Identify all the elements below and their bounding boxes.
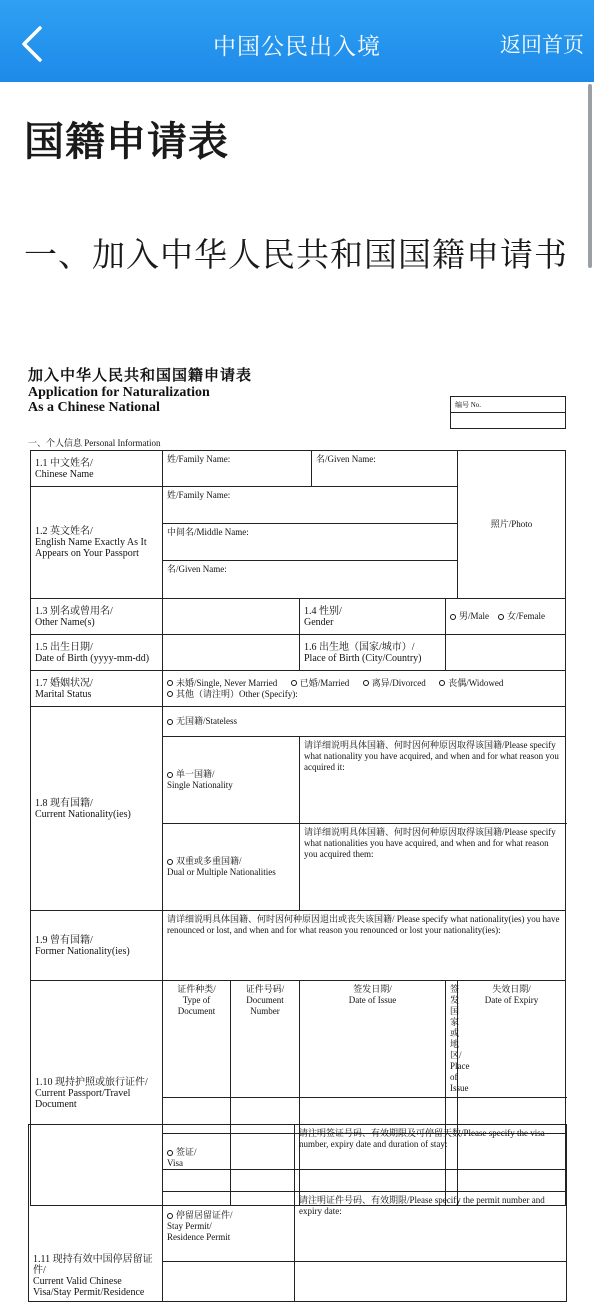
english-given-name: 名/Given Name: <box>163 561 458 599</box>
article-content[interactable] <box>0 82 594 1298</box>
top-navigation-bar <box>0 0 594 82</box>
english-family-name: 姓/Family Name: <box>163 487 458 524</box>
label-date-of-birth: 1.5 出生日期/ Date of Birth (yyyy-mm-dd) <box>31 635 163 671</box>
photo-box: 照片/Photo <box>458 451 566 599</box>
label-other-names: 1.3 别名或曾用名/ Other Name(s) <box>31 599 163 635</box>
marital-options: 未婚/Single, Never Married 已婚/Married 离异/Divorced 丧偶/Widowed 其他（请注明）Other (Specify): <box>163 671 566 707</box>
form-number-box <box>450 396 566 429</box>
stay-permit-option: 停留居留证件/ Stay Permit/ Residence Permit <box>163 1192 295 1262</box>
gender-options: 男/Male 女/Female <box>446 599 566 635</box>
visa-option: 签证/ Visa <box>163 1125 295 1192</box>
page-heading: 国籍申请表 <box>24 119 229 165</box>
visa-note: 请注明签证号码、有效期限及可停留天数/Please specify the visa number, expiry date and duration of stay: <box>295 1125 567 1192</box>
chinese-given-name: 名/Given Name: <box>312 451 458 487</box>
label-place-of-birth: 1.6 出生地（国家/城市）/ Place of Birth (City/Country) <box>300 635 446 671</box>
form-title-en-1: Application for Naturalization <box>28 385 210 400</box>
dual-nationality-note: 请详细说明具体国籍、何时因何种原因取得该国籍/Please specify what nationalities you have acquired, and when and for what reason you acquired them: <box>300 824 566 911</box>
col-date-of-issue: 签发日期/ Date of Issue <box>300 981 446 1098</box>
dual-nationality-option: 双重或多重国籍/ Dual or Multiple Nationalities <box>163 824 300 911</box>
form-number-label: 编号 No. <box>451 397 565 413</box>
label-english-name: 1.2 英文姓名/ English Name Exactly As It Appears on Your Passport <box>31 487 163 599</box>
stay-permit-note: 请注明证件号码、有效期限/Please specify the permit number and expiry date: <box>295 1192 567 1262</box>
form-title-cn: 加入中华人民共和国国籍申请表 <box>28 368 253 384</box>
personal-info-table <box>30 450 566 1206</box>
form-title-en-2: As a Chinese National <box>28 400 160 415</box>
section-personal-info: 一、个人信息 Personal Information <box>28 438 161 448</box>
col-place-of-issue: 签发国家或地区/ Place of Issue <box>446 981 458 1098</box>
english-middle-name: 中间名/Middle Name: <box>163 524 458 561</box>
nav-title: 中国公民出入境 <box>213 34 381 60</box>
single-nationality-note: 请详细说明具体国籍、何时因何种原因取得该国籍/Please specify what nationality you have acquired, and when and for what reason you acquired it: <box>300 737 566 824</box>
application-form-image <box>28 364 568 1298</box>
label-chinese-name: 1.1 中文姓名/ Chinese Name <box>31 451 163 487</box>
col-date-of-expiry: 失效日期/ Date of Expiry <box>458 981 566 1098</box>
home-link[interactable]: 返回首页 <box>500 33 584 57</box>
single-nationality-option: 单一国籍/ Single Nationality <box>163 737 300 824</box>
col-document-number: 证件号码/ Document Number <box>231 981 300 1098</box>
stateless-option: 无国籍/Stateless <box>163 707 566 737</box>
label-current-nationality: 1.8 现有国籍/ Current Nationality(ies) <box>31 707 163 911</box>
label-marital-status: 1.7 婚姻状况/ Marital Status <box>31 671 163 707</box>
col-type-of-document: 证件种类/ Type of Document <box>163 981 231 1098</box>
former-nationality-note: 请详细说明具体国籍、何时因何种原因退出或丧失该国籍/ Please specify what nationality(ies) you have renounced or lost, and when and for what reason you renounced or lost your nationality(ies): <box>163 911 566 981</box>
label-gender: 1.4 性别/ Gender <box>300 599 446 635</box>
scrollbar[interactable] <box>588 84 592 268</box>
label-current-visa: 1.11 现持有效中国停居留证件/ Current Valid Chinese Visa/Stay Permit/Residence <box>29 1125 163 1302</box>
label-current-passport: 1.10 现持护照或旅行证件/ Current Passport/Travel Document <box>31 981 163 1206</box>
section-subheading: 一、加入中华人民共和国国籍申请书 <box>24 235 568 274</box>
label-former-nationality: 1.9 曾有国籍/ Former Nationality(ies) <box>31 911 163 981</box>
chinese-family-name: 姓/Family Name: <box>163 451 312 487</box>
stay-permit-table <box>28 1124 567 1302</box>
